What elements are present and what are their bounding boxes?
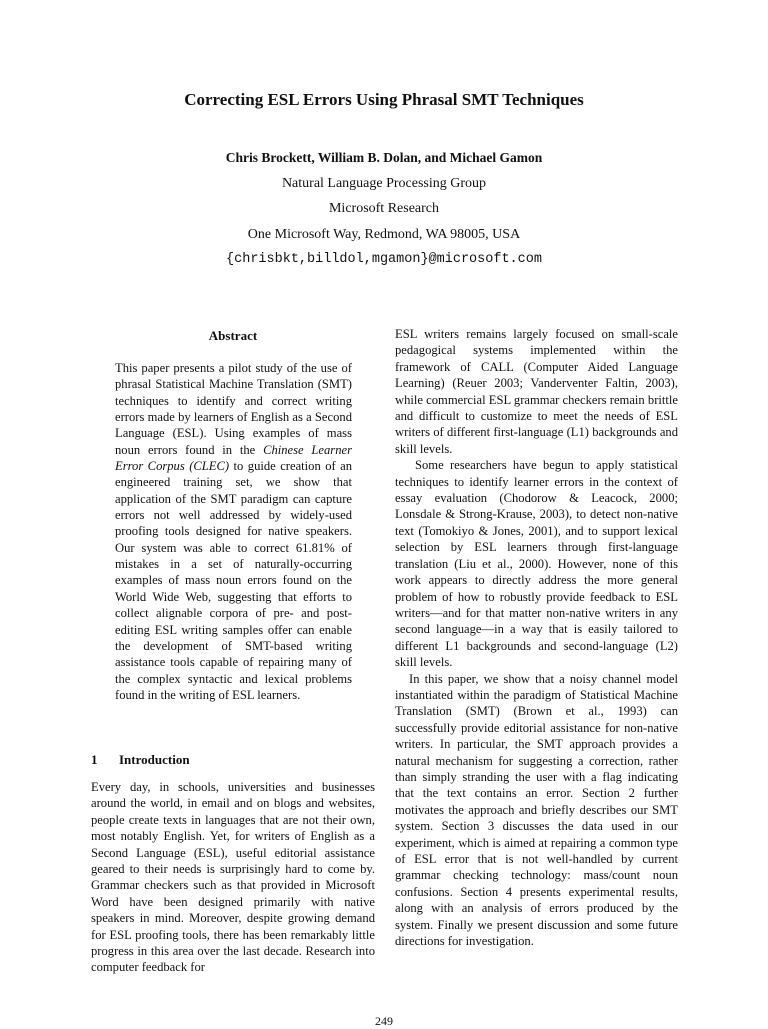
abstract-body [115,360,352,703]
section-number: 1 [91,752,98,767]
abstract-italic-corpus: Chinese Learner Error Corpus (CLEC) [115,442,352,474]
author-email: {chrisbkt,billdol,mgamon}@microsoft.com [226,252,542,267]
page-number: 249 [375,1014,393,1028]
affiliation-group: Natural Language Processing Group [281,176,487,191]
section-heading [91,752,190,768]
abstract-heading: Abstract [208,328,258,343]
affiliation-address: One Microsoft Way, Redmond, WA 98005, USA [247,227,521,242]
author-list: Chris Brockett, William B. Dolan, and Michael Gamon [225,150,543,165]
affiliation-org: Microsoft Research [328,201,440,216]
section-title: Introduction [119,752,190,767]
intro-paragraph-1-continued: ESL writers remains largely focused on small-scale pedagogical systems implemented within the framework of CALL (Computer Aided Language Learning) (Reuer 2003; Vanderventer Faltin, 2003), while commercial ESL grammar checkers remain brittle and difficult to customize to meet the needs of ESL writers of different first-language (L1) backgrounds and skill levels. [395,327,678,456]
intro-paragraph-2: Some researchers have begun to apply statistical techniques to identify learner errors in the context of essay evaluation (Chodorow & Leacock, 2000; Lonsdale & Strong-Krause, 2003), to detect non-native text (Tomokiyo & Jones, 2001), and to support lexical selection by ESL learners through first-language translation (Liu et al., 2000). However, none of this work appears to directly address the more general problem of how to robustly provide feedback to ESL writers—and for that matter non-native writers in any second language—in a way that is easily tailored to different L1 backgrounds and second-language (L2) skill levels. [395,458,678,670]
paper-title: Correcting ESL Errors Using Phrasal SMT Techniques [184,90,584,109]
abstract-text-before: This paper presents a pilot study of the use of phrasal Statistical Machine Translation (SMT) techniques to identify and correct writing errors made by learners of English as a Second Language (ESL). Using examples of mass noun errors found in the [115,361,352,457]
intro-paragraph-3: In this paper, we show that a noisy channel model instantiated within the paradigm of Statistical Machine Translation (SMT) (Brown et al., 1993) can successfully provide editorial assistance for non-native writers. In particular, the SMT approach provides a natural mechanism for suggesting a correction, rather than simply stranding the user with a flag indicating that the text contains an error. Section 2 further motivates the approach and briefly describes our SMT system. Section 3 discusses the data used in our experiment, which is aimed at repairing a common type of ESL error that is not well-handled by current grammar checking technology: mass/count noun confusions. Section 4 presents experimental results, along with an analysis of errors produced by the system. Finally we present discussion and some future directions for investigation. [395,671,678,949]
abstract-text-after: to guide creation of an engineered training set, we show that application of the SMT paradigm can capture errors not well addressed by widely-used proofing tools designed for native speakers. Our system was able to correct 61.81% of mistakes in a set of naturally-occurring examples of mass noun errors found on the World Wide Web, suggesting that efforts to collect alignable corpora of pre- and post-editing ESL writing samples offer can enable the development of SMT-based writing assistance tools capable of repairing many of the complex syntactic and lexical problems found in the writing of ESL learners. [115,459,353,702]
intro-left-column [91,779,375,976]
right-column [395,326,678,949]
intro-paragraph-1: Every day, in schools, universities and businesses around the world, in email and on blogs and websites, people create texts in languages that are not their own, most notably English. Yet, for writers of English as a Second Language (ESL), useful editorial assistance geared to their needs is surprisingly hard to come by. Grammar checkers such as that provided in Microsoft Word have been designed primarily with native speakers in mind. Moreover, despite growing demand for ESL proofing tools, there has been remarkably little progress in this area over the last decade. Research into computer feedback for [91,780,375,975]
